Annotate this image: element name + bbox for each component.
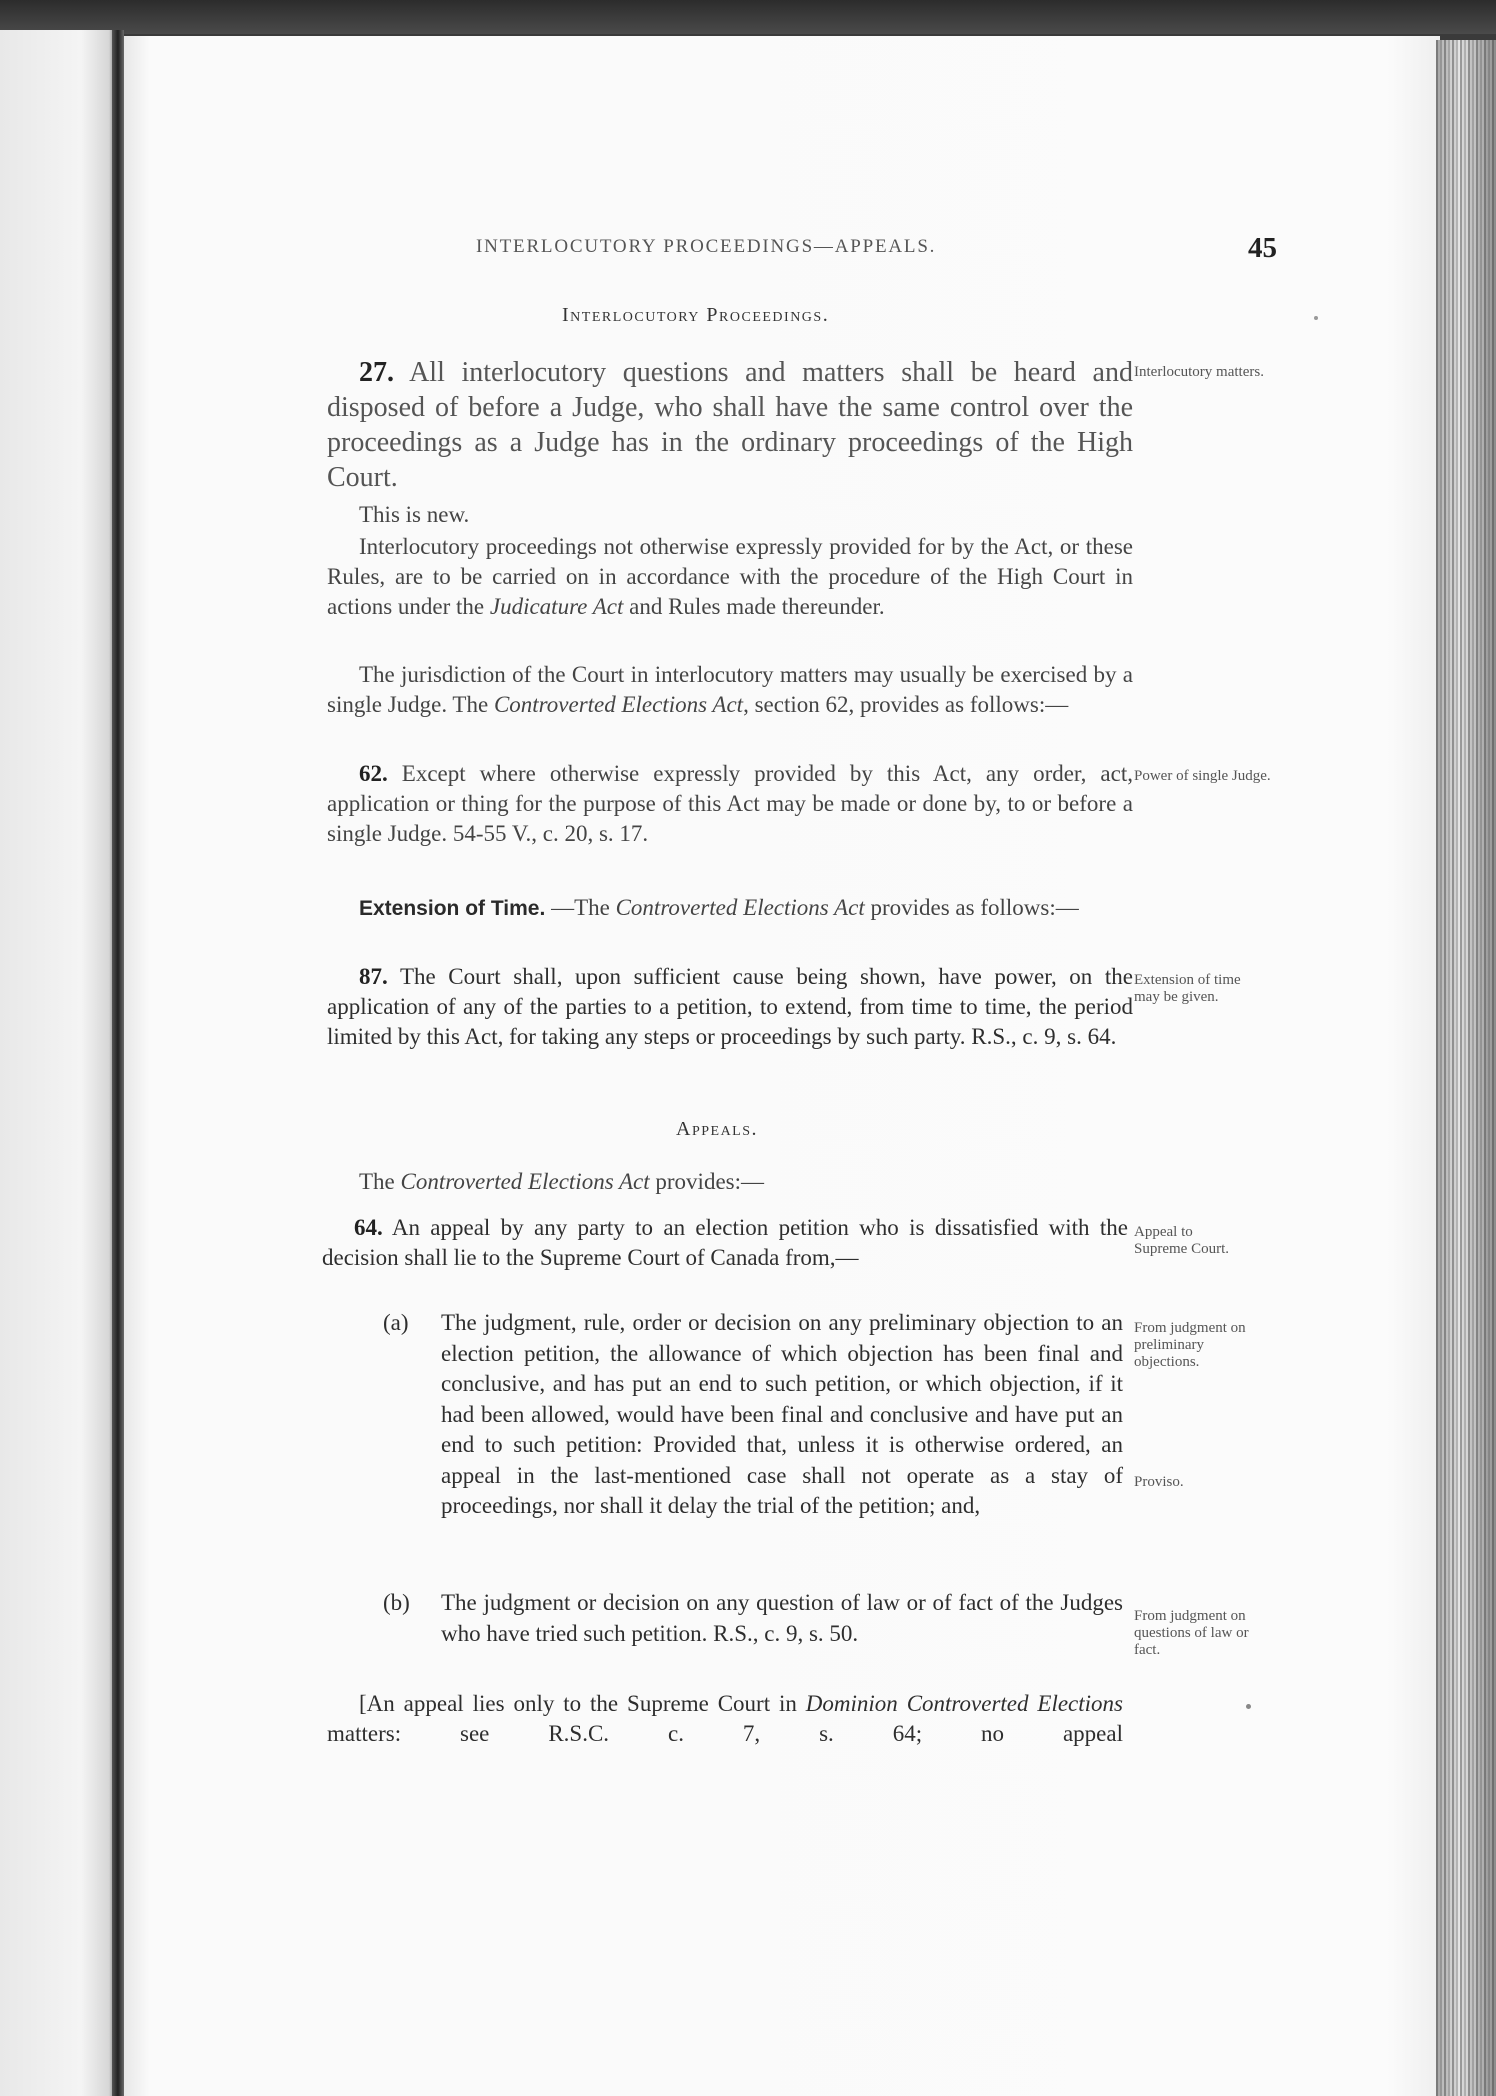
- margin-note-extension: Extension of time may be given.: [1134, 972, 1241, 1005]
- page-number: 45: [1248, 232, 1277, 264]
- extension-italic: Controverted Elections Act: [615, 895, 865, 920]
- margin-note-single-judge: Power of single Judge.: [1134, 768, 1271, 784]
- extension-heading: Extension of Time.: [359, 897, 546, 920]
- clause-b: [383, 1588, 1123, 1649]
- section-heading-interlocutory: Interlocutory Proceedings.: [562, 304, 830, 326]
- bracket-italic: Dominion Controverted Elections: [805, 1691, 1123, 1716]
- margin-note-proviso: Proviso.: [1134, 1474, 1184, 1490]
- extension-text: provides as follows:—: [864, 895, 1079, 920]
- running-head: INTERLOCUTORY PROCEEDINGS—APPEALS.: [476, 236, 937, 257]
- clause-label: (a): [383, 1310, 409, 1335]
- note-italic: Controverted Elections Act: [493, 692, 744, 717]
- section-64-paragraph: [322, 1213, 1128, 1273]
- intro-text: provides:—: [649, 1169, 764, 1194]
- clause-text: The judgment or decision on any question of law or of fact of the Judges who have tried such petition. R.S., c. 9, s. 50.: [441, 1590, 1123, 1646]
- intro-italic: Controverted Elections Act: [400, 1169, 650, 1194]
- appeals-intro: [327, 1167, 1133, 1197]
- note-text: Interlocutory proceedings not otherwise expressly provided for by the Act, or these Rules, are to be carried on in accordance with the procedure of the High Court in actions under the: [327, 534, 1133, 619]
- rule-number: 27.: [359, 357, 394, 388]
- ink-speck: [1314, 316, 1318, 320]
- note-new: This is new.: [359, 502, 470, 527]
- page-stack-shade: [1436, 40, 1496, 2096]
- section-number: 87.: [359, 964, 388, 989]
- scan-top-edge: [0, 0, 1496, 34]
- clause-text: The judgment, rule, order or decision on any preliminary objection to an election petition, the allowance of which objection has been final and conclusive, and has put an end to such petition, or which objection, if it had been allowed, would have been final and conclusive and have put an end to such petition: Provided that, unless it is otherwise ordered, an appeal in the last-mentioned case shall not operate as a stay of proceedings, nor shall it delay the trial of the petition; and,: [441, 1310, 1123, 1518]
- margin-note-appeal: Appeal to Supreme Court.: [1134, 1224, 1229, 1257]
- book-gutter: [112, 30, 124, 2096]
- section-text: An appeal by any party to an election petition who is dissatisfied with the decision shall lie to the Supreme Court of Canada from,—: [322, 1215, 1128, 1270]
- section-87-paragraph: [327, 962, 1133, 1052]
- note-text: The jurisdiction of the Court in interlocutory matters may usually be exercised by a single Judge. The: [327, 662, 1133, 717]
- section-text: Except where otherwise expressly provided by this Act, any order, act, application or thing for the purpose of this Act may be made or done by, to or before a single Judge. 54-55 V., c. 20, s. 17.: [327, 761, 1133, 846]
- intro-text: The: [359, 1169, 401, 1194]
- rule-text: All interlocutory questions and matters shall be heard and disposed of before a Judge, who shall have the same control over the proceedings as a Judge has in the ordinary proceedings of the High Court.: [327, 357, 1133, 493]
- note-jurisdiction: [327, 660, 1133, 720]
- note-italic: Judicature Act: [489, 594, 624, 619]
- bracket-text: matters: see R.S.C. c. 7, s. 64; no appeal: [327, 1721, 1123, 1746]
- section-heading-appeals: Appeals.: [676, 1118, 759, 1140]
- margin-note-questions: From judgment on questions of law or fact.: [1134, 1608, 1249, 1658]
- note-interlocutory: [327, 532, 1133, 622]
- facing-page-edge: [0, 30, 116, 2096]
- book-page: [122, 36, 1440, 2096]
- margin-note-interlocutory: Interlocutory matters.: [1134, 364, 1264, 380]
- clause-a: [383, 1308, 1123, 1522]
- ink-speck: [1246, 1704, 1251, 1709]
- bracket-text: [An appeal lies only to the Supreme Court in: [359, 1691, 806, 1716]
- bracket-note: [327, 1689, 1123, 1749]
- section-number: 64.: [354, 1215, 383, 1240]
- rule-27-paragraph: [327, 355, 1133, 495]
- note-text: , section 62, provides as follows:—: [743, 692, 1069, 717]
- extension-text: —The: [545, 895, 616, 920]
- margin-note-preliminary: From judgment on preliminary objections.: [1134, 1320, 1246, 1370]
- section-text: The Court shall, upon sufficient cause being shown, have power, on the application of any of the parties to a petition, to extend, from time to time, the period limited by this Act, for taking any steps or proceedings by such party. R.S., c. 9, s. 64.: [327, 964, 1133, 1049]
- note-text: and Rules made thereunder.: [623, 594, 885, 619]
- section-62-paragraph: [327, 759, 1133, 849]
- section-number: 62.: [359, 761, 388, 786]
- clause-label: (b): [383, 1590, 410, 1615]
- extension-paragraph: [327, 893, 1133, 924]
